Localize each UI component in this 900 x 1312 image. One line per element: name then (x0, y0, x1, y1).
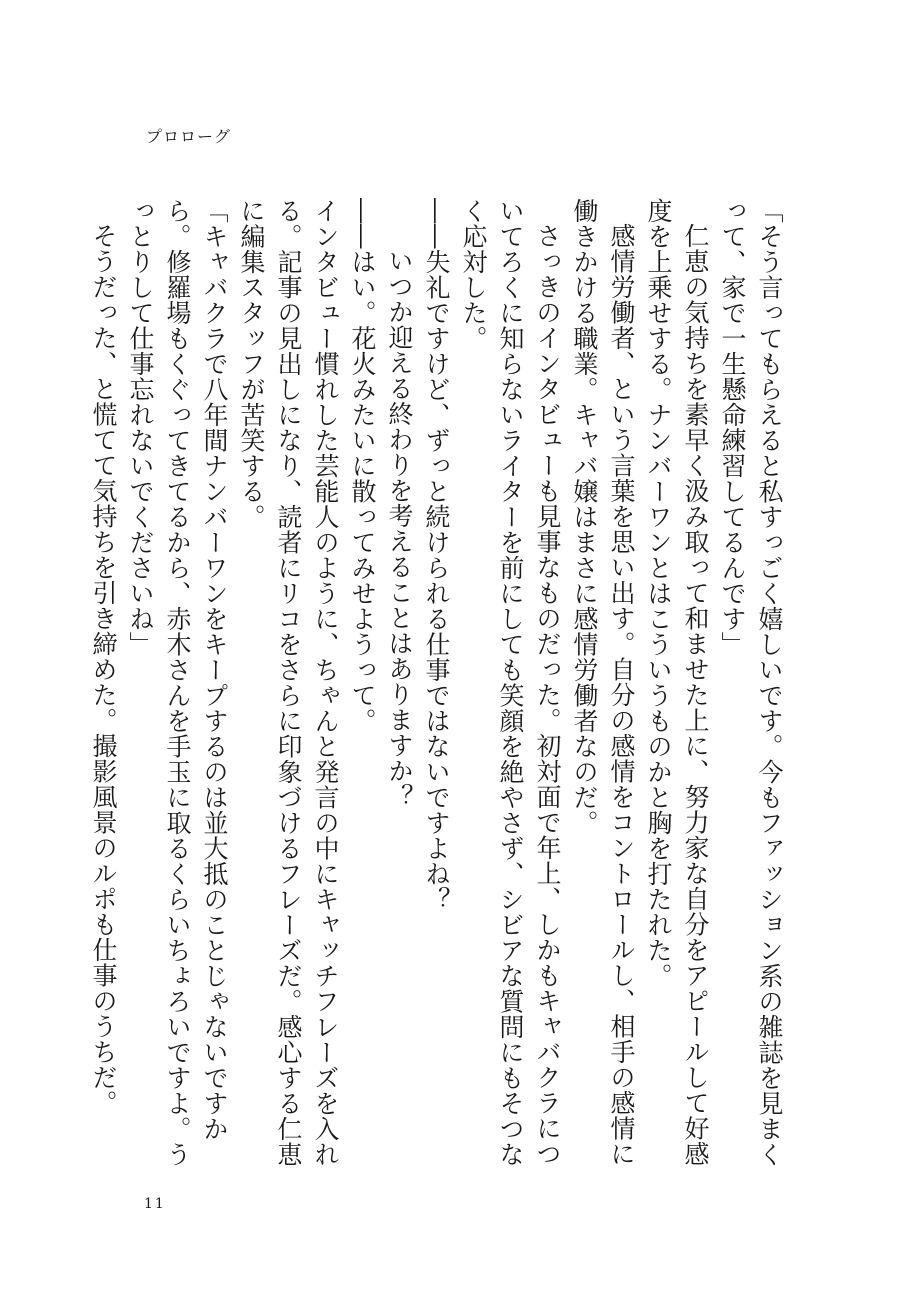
page-number: 11 (144, 1196, 166, 1212)
body-text (89, 198, 788, 1188)
paragraph: ――はい。花火みたいに散ってみせようって。 (348, 198, 377, 734)
running-head: プロローグ (146, 127, 232, 146)
paragraph: インタビュー慣れした芸能人のように、ちゃんと発言の中にキャッチフレーズを入れる。記事の見出しになり、読者にリコをさらに印象づけるフレーズだ。感心する仁恵に編集スタッフが苦笑する。 (237, 198, 340, 1167)
paragraph: そうだった、と慌てて気持ちを引き締めた。撮影風景のルポも仕事のうちだ。 (89, 223, 118, 1116)
paragraph: さっきのインタビューも見事なものだった。初対面で年上、しかもキャバクラについてろくに知らないライターを前にしても笑顔を絶やさず、シビアな質問にもそつなく応対した。 (459, 198, 562, 1167)
paragraph: 仁恵の気持ちを素早く汲み取って和ませた上に、努力家な自分をアピールして好感度を上乗せする。ナンバーワンとはこういうものかと胸を打たれた。 (644, 198, 710, 1167)
paragraph: 「キャバクラで八年間ナンバーワンをキープするのは並大抵のことじゃないですから。修羅場もくぐってきてるから、赤木さんを手玉に取るくらいちょろいですよ。うっとりして仕事忘れないでくださいね」 (126, 198, 229, 1167)
paragraph: 感情労働者、という言葉を思い出す。自分の感情をコントロールし、相手の感情に働きかける職業。キャバ嬢はまさに感情労働者なのだ。 (570, 198, 636, 1167)
paragraph: 「そう言ってもらえると私すっごく嬉しいです。今もファッション系の雑誌を見まくって、家で一生懸命練習してるんです」 (718, 198, 784, 1167)
paragraph: ――失礼ですけど、ずっと続けられる仕事ではないですよね？ (422, 198, 451, 912)
paragraph: いつか迎える終わりを考えることはありますか？ (385, 248, 414, 809)
